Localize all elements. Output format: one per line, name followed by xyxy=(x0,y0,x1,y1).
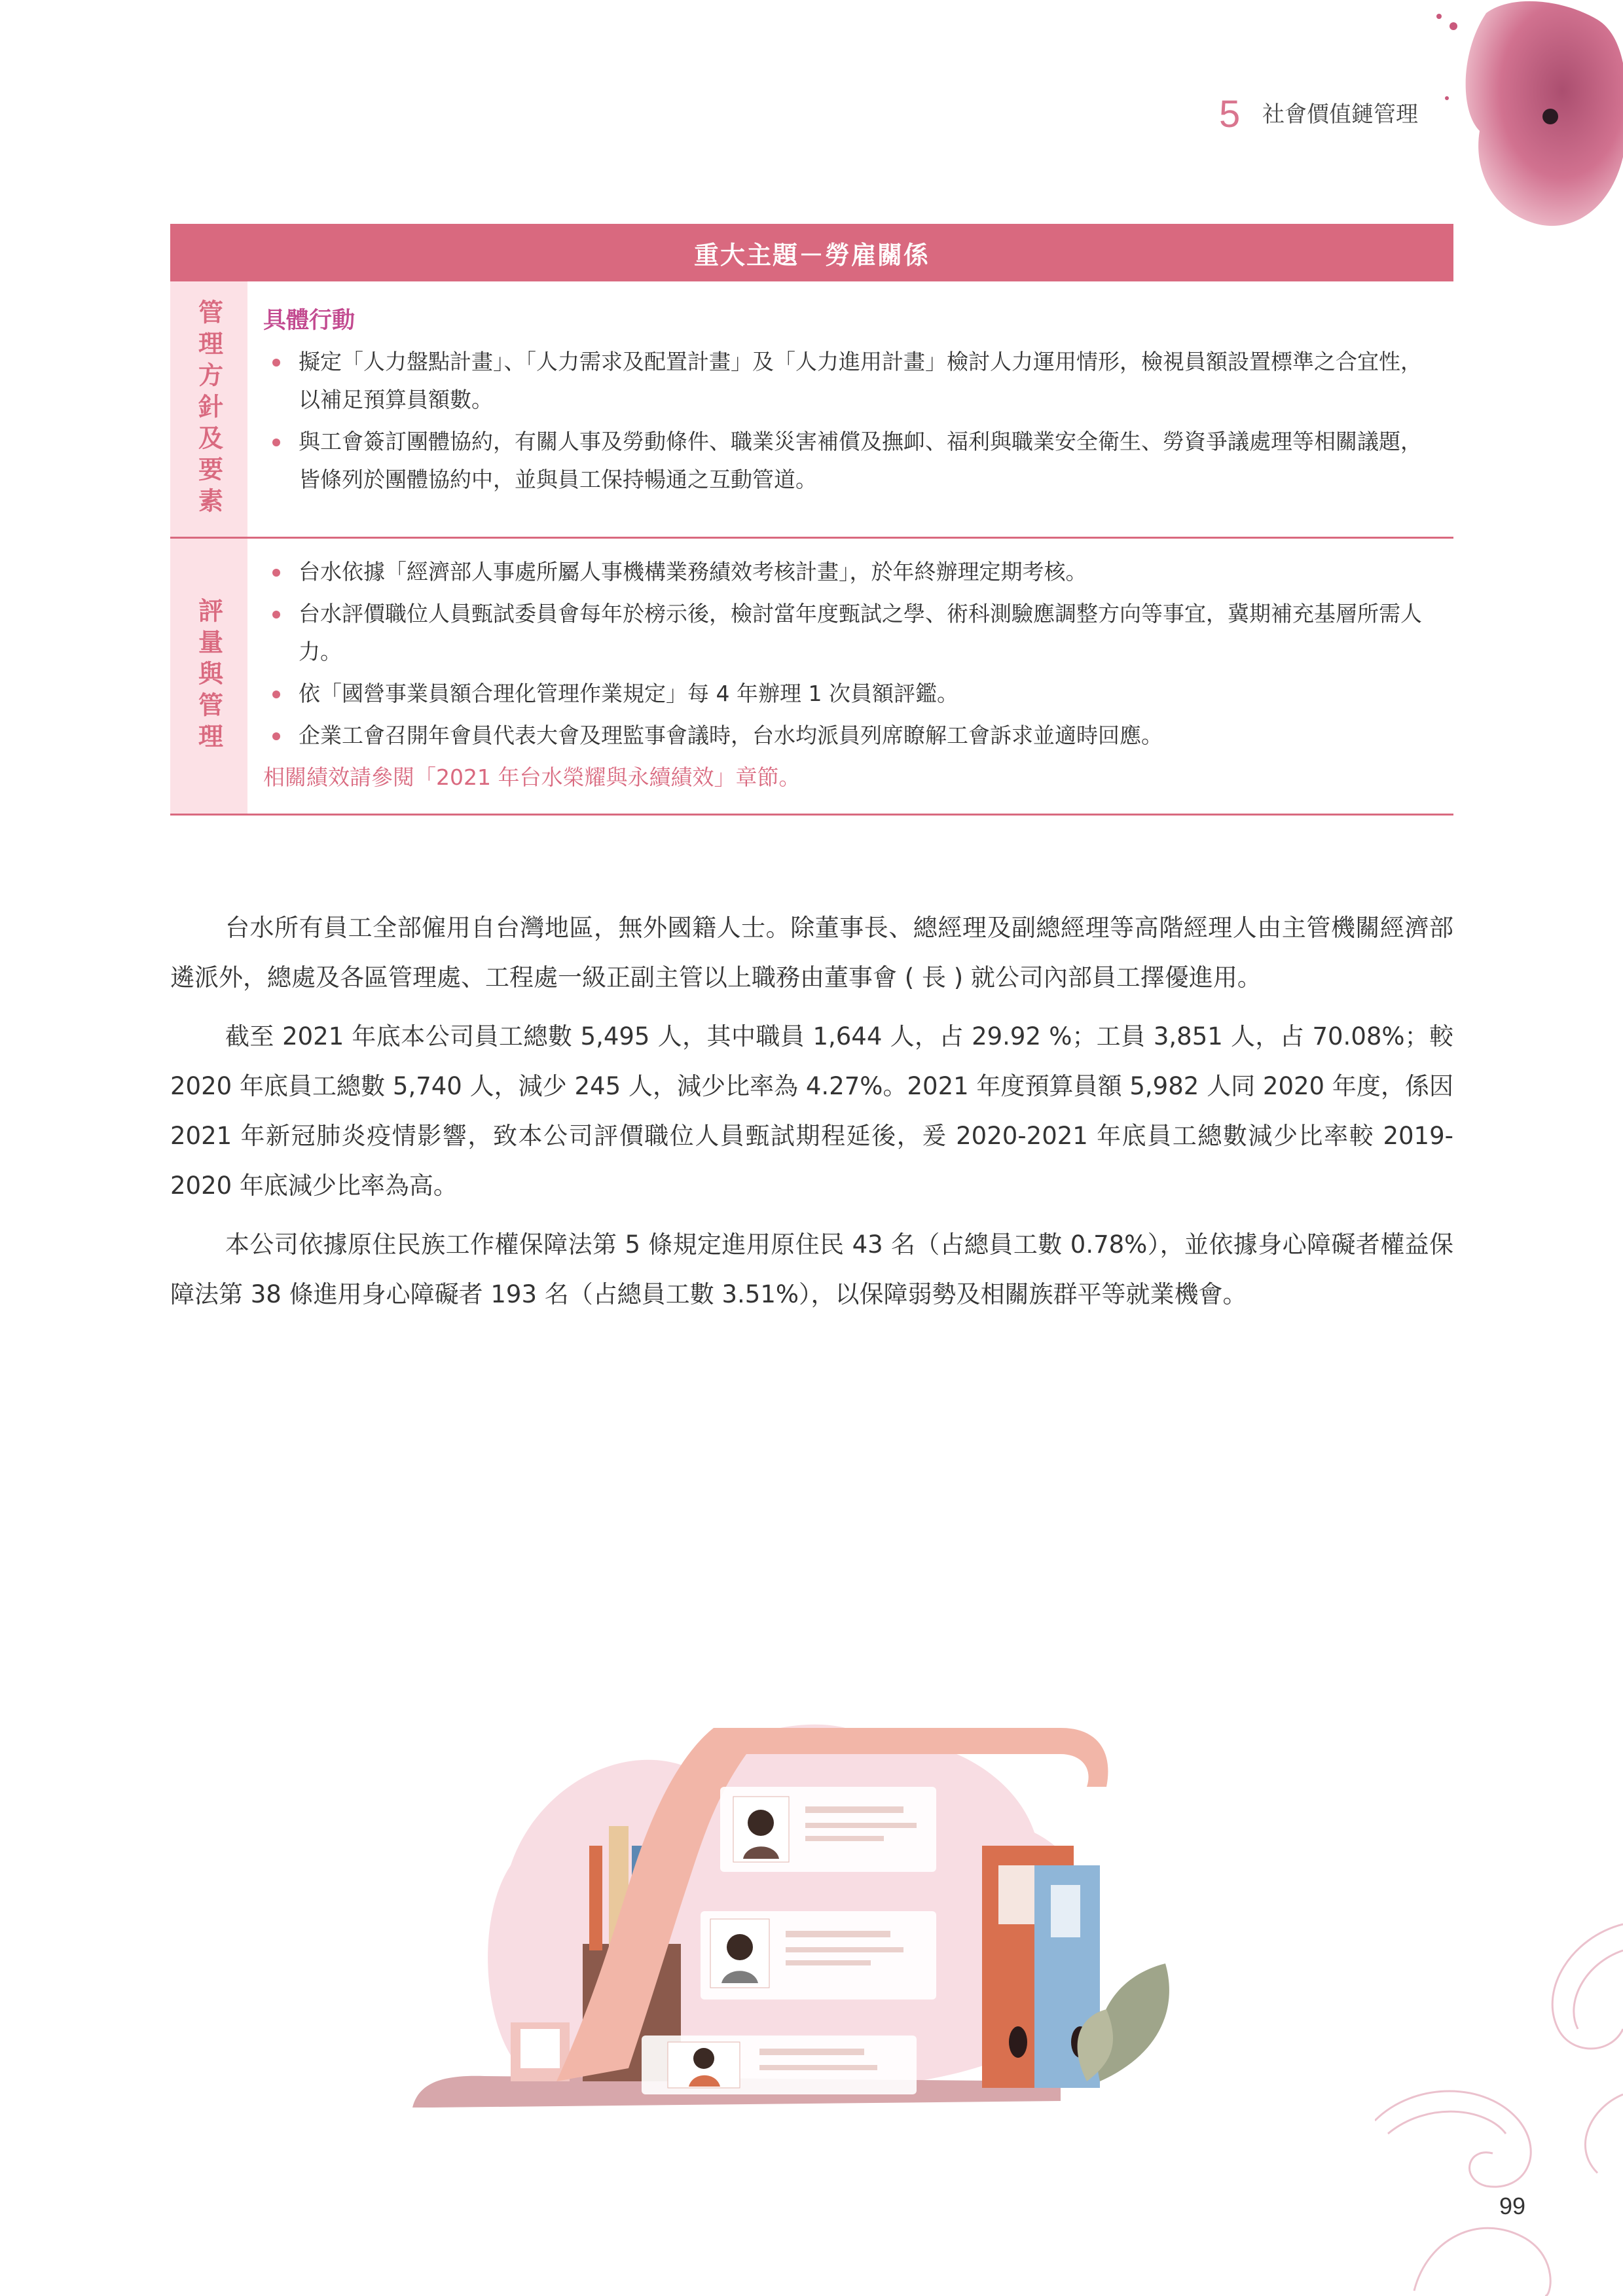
row-label-management xyxy=(170,281,247,537)
body-text xyxy=(170,903,1453,1329)
table-row-management xyxy=(170,281,1453,539)
paragraph: 台水所有員工全部僱用自台灣地區，無外國籍人士。除董事長、總經理及副總經理等高階經理人由主管機關經濟部遴派外，總處及各區管理處、工程處一級正副主管以上職務由董事會 ( 長 ) 就公司內部員工擇優進用。 xyxy=(170,914,1453,992)
bullet-list xyxy=(263,553,1438,755)
list-item: 擬定「人力盤點計畫」、「人力需求及配置計畫」及「人力進用計畫」檢討人力運用情形，檢視員額設置標準之合宜性，以補足預算員額數。 xyxy=(263,343,1438,419)
labor-relations-table xyxy=(170,224,1453,816)
row-label-evaluation xyxy=(170,539,247,814)
list-item: 與工會簽訂團體協約，有關人事及勞動條件、職業災害補償及撫卹、福利與職業安全衛生、勞資爭議處理等相關議題，皆條列於團體協約中，並與員工保持暢通之互動管道。 xyxy=(263,423,1438,499)
list-item: 台水依據「經濟部人事處所屬人事機構業務績效考核計畫」，於年終辦理定期考核。 xyxy=(263,553,1438,591)
swirl-decoration xyxy=(1375,1898,1623,2296)
row-label-text: 管理方針及要素 xyxy=(194,299,223,519)
profile-card xyxy=(642,2036,917,2094)
row-body-evaluation xyxy=(247,539,1453,814)
row-body-management xyxy=(247,281,1453,537)
employee-files-illustration xyxy=(406,1715,1231,2121)
chapter-number: 5 xyxy=(1219,93,1241,135)
reference-note: 相關績效請參閱「2021 年台水榮耀與永續績效」章節。 xyxy=(263,764,801,790)
ink-blot-decoration xyxy=(1434,0,1623,236)
chapter-title: 社會價值鏈管理 xyxy=(1262,101,1418,128)
profile-card xyxy=(701,1911,936,2000)
list-item: 依「國營事業員額合理化管理作業規定」每 4 年辦理 1 次員額評鑑。 xyxy=(263,675,1438,713)
bullet-list xyxy=(263,343,1438,499)
list-item: 台水評價職位人員甄試委員會每年於榜示後，檢討當年度甄試之學、術科測驗應調整方向等事宜，冀期補充基層所需人力。 xyxy=(263,595,1438,671)
table-title: 重大主題－勞雇關係 xyxy=(170,224,1453,281)
row-label-text: 評量與管理 xyxy=(194,598,223,755)
sub-heading: 具體行動 xyxy=(263,308,356,334)
paragraph: 截至 2021 年底本公司員工總數 5,495 人，其中職員 1,644 人，占 29.92 %；工員 3,851 人，占 70.08%；較 2020 年底員工總數 5,740 人，減少 245 人，減少比率為 4.27%。2021 年度預算員額 5,982 人同 2020 年度，係因 2021 年新冠肺炎疫情影響，致本公司評價職位人員甄試期程延後，爰 2020-2021 年底員工總數減少比率較 2019-2020 年底減少比率為高。 xyxy=(170,1022,1453,1200)
list-item: 企業工會召開年會員代表大會及理監事會議時，台水均派員列席瞭解工會訴求並適時回應。 xyxy=(263,717,1438,755)
paragraph: 本公司依據原住民族工作權保障法第 5 條規定進用原住民 43 名（占總員工數 0.78%），並依據身心障礙者權益保障法第 38 條進用身心障礙者 193 名（占總員工數 3.51%），以保障弱勢及相關族群平等就業機會。 xyxy=(170,1230,1453,1308)
page-number: 99 xyxy=(1499,2193,1526,2219)
profile-card xyxy=(720,1787,936,1872)
table-row-evaluation xyxy=(170,539,1453,816)
